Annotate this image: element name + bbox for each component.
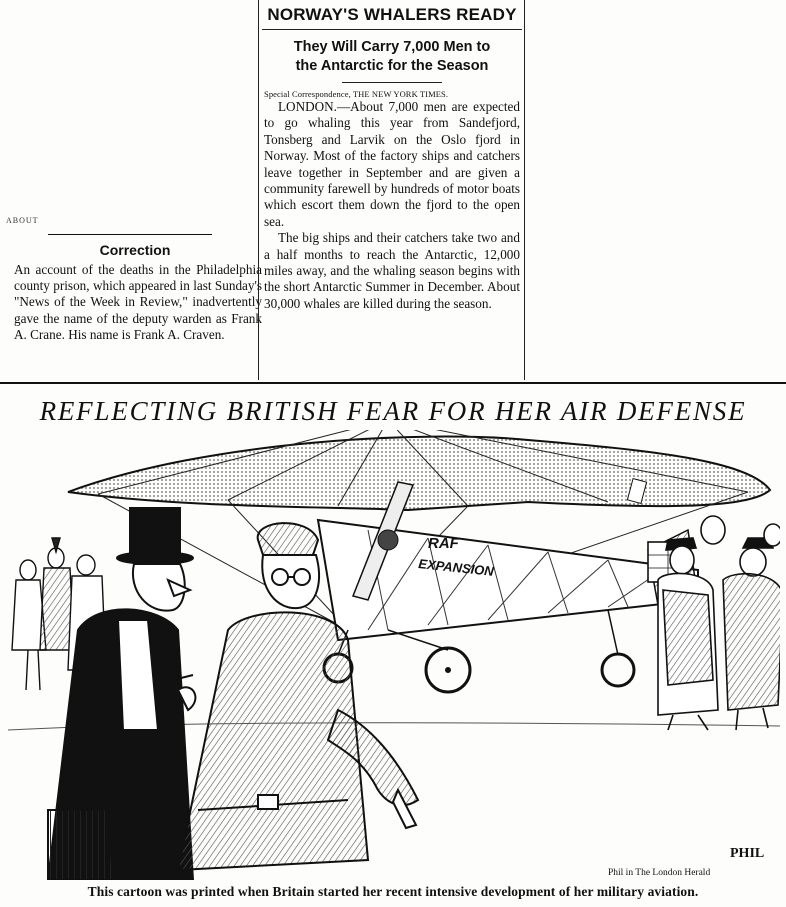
- column-rule: [48, 234, 212, 235]
- column-divider-right: [524, 0, 525, 380]
- correction-heading: Correction: [99, 242, 171, 258]
- article-credit: Special Correspondence, THE NEW YORK TIMES.: [264, 89, 449, 99]
- cartoon-source: Phil in The London Herald: [608, 868, 711, 878]
- cartoon-caption: This cartoon was printed when Britain started her recent intensive development of her military aviation.: [87, 884, 699, 899]
- article-headline: NORWAY'S WHALERS READY: [262, 5, 522, 30]
- stray-text: ABOUT: [6, 216, 39, 225]
- cartoon-signature: PHIL: [730, 846, 765, 861]
- article-paragraph-2: The big ships and their catchers take two and a half months to reach the Antarctic, 12,000 miles away, and the whaling season begins with the short Antarctic Summer in December. About 30,000 whales are killed during the season.: [264, 230, 520, 311]
- subhead-line-1: They Will Carry 7,000 Men to: [293, 39, 491, 55]
- article-subhead: [262, 38, 522, 76]
- cartoon-title: REFLECTING BRITISH FEAR FOR HER AIR DEFENSE: [39, 396, 747, 426]
- column-divider-left: [258, 0, 259, 380]
- cartoon-illustration: [8, 430, 780, 880]
- correction-column: [6, 196, 262, 376]
- subhead-line-2: the Antarctic for the Season: [295, 58, 489, 74]
- wing-lettering-expansion: EXPANSION: [417, 556, 495, 579]
- correction-body: An account of the deaths in the Philadelphia county prison, which appeared in last Sunday's "News of the Week in Review," inadvertently gave the name of the deputy warden as Frank A. Crane. His name is Frank A. Craven.: [14, 262, 262, 342]
- whalers-article: [262, 0, 522, 312]
- wing-lettering-raf: RAF: [428, 535, 459, 552]
- section-rule: [0, 382, 786, 384]
- top-hat-figure: [48, 508, 195, 880]
- article-paragraph-1: LONDON.—About 7,000 men are expected to go whaling this year from Sandefjord, Tonsberg and Larvik on the Oslo fjord in Norway. Most of the factory ships and catchers leave together in September and are given a community farewell by hundreds of motor boats which escort them down the fjord to the open sea.: [264, 99, 520, 229]
- crowd-right: [648, 516, 780, 730]
- subhead-rule: [342, 82, 442, 83]
